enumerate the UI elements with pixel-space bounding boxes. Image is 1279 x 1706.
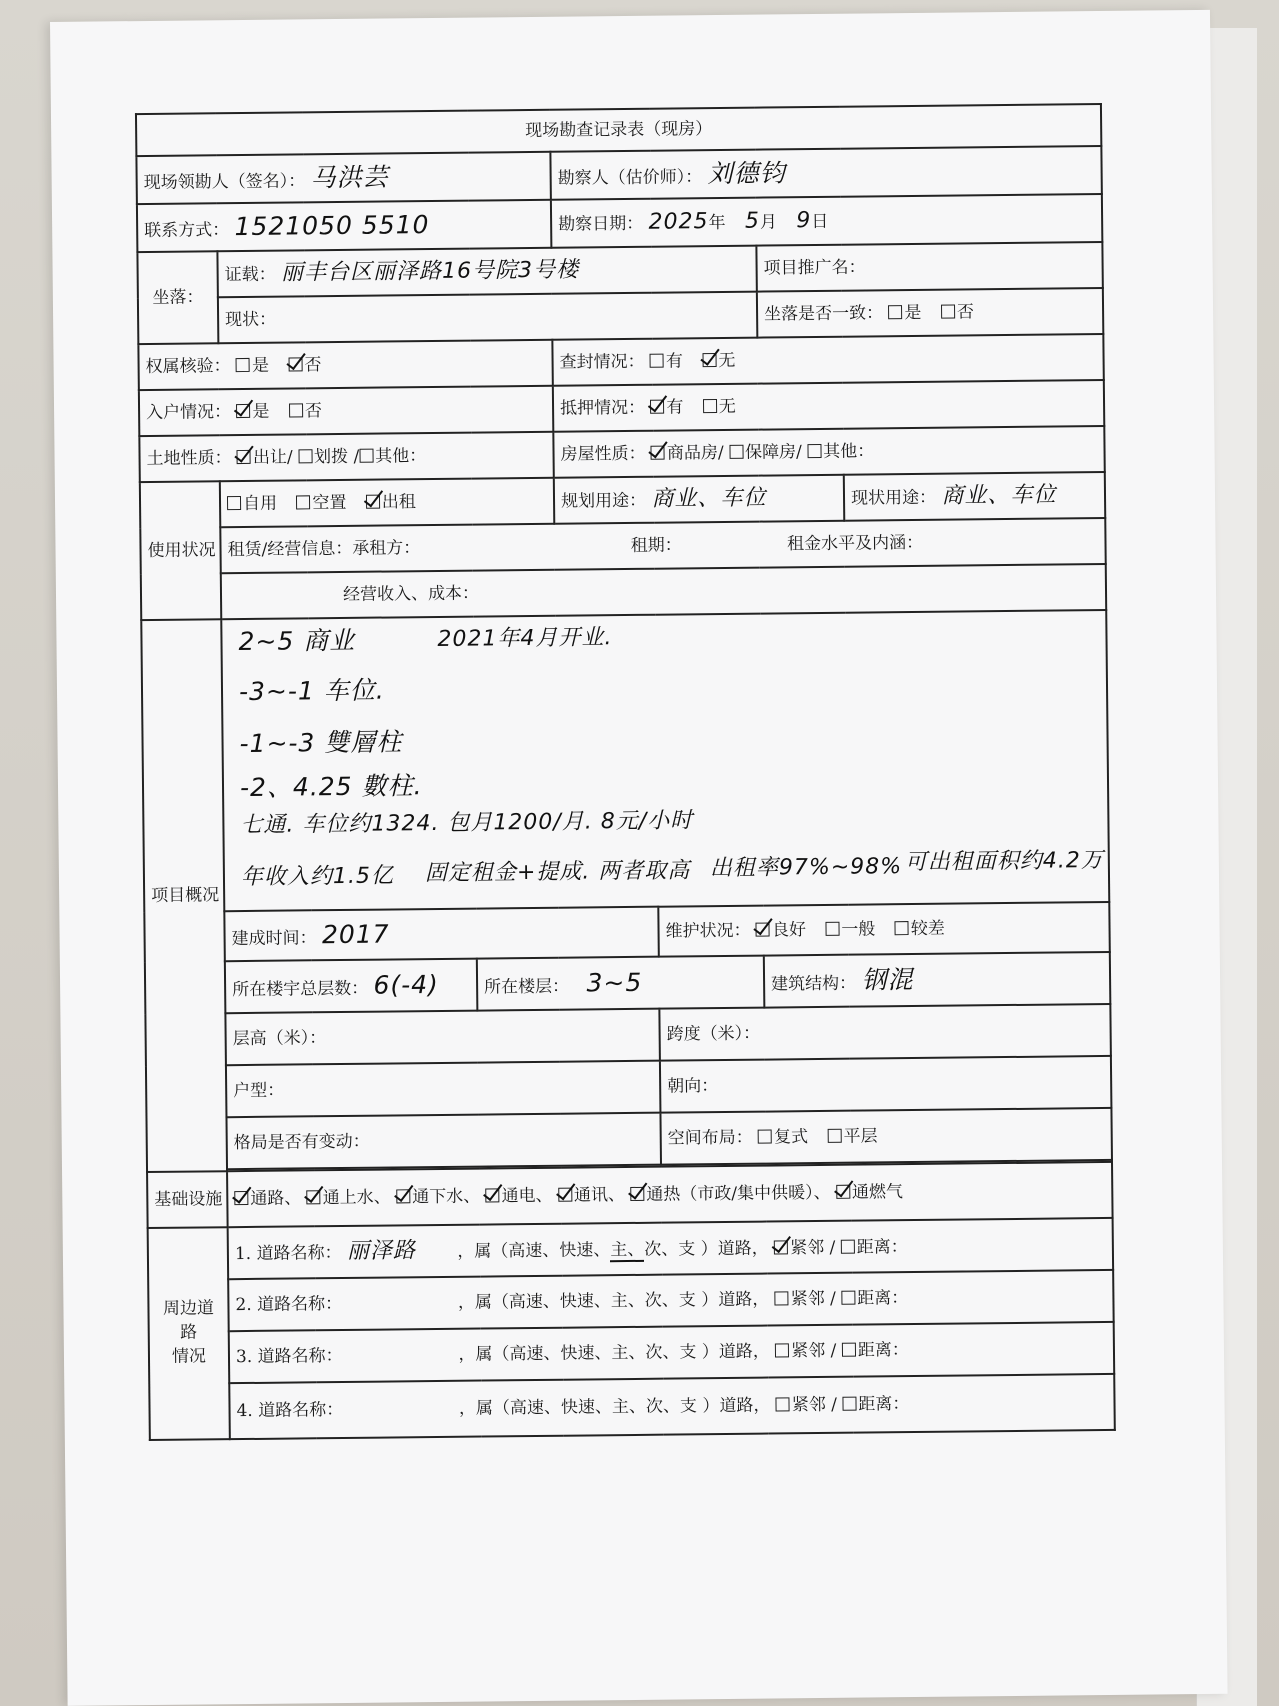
ownership-yes-label: 是: [251, 355, 270, 376]
road-attr-rest: 次、支 ）道路，: [644, 1238, 769, 1260]
land-other-checkbox[interactable]: [359, 449, 373, 463]
infra-water-supply-checkbox[interactable]: [307, 1190, 321, 1204]
road-number: 2: [235, 1294, 247, 1316]
mortgage-label: 抵押情况：: [559, 397, 646, 419]
consistent-no-label: 否: [956, 302, 975, 323]
road-main-option: 主、: [610, 1239, 645, 1260]
contact-label: 联系方式：: [144, 219, 230, 241]
usage-self-checkbox[interactable]: [227, 496, 241, 510]
mortgage-yes-label: 有: [666, 397, 684, 418]
structure-cell[interactable]: [764, 952, 1111, 1008]
unit-type-cell[interactable]: [226, 1061, 661, 1118]
total-floors-cell[interactable]: [225, 959, 478, 1014]
house-affordable-label: 保障房/: [744, 442, 802, 463]
date-year-unit: 年: [708, 212, 726, 233]
seal-no-label: 无: [718, 350, 736, 371]
road-attr-rest: 次、支 ）道路，: [645, 1395, 771, 1417]
note-line: -2、4.25 數柱.: [239, 771, 423, 803]
seal-yes-checkbox[interactable]: [650, 354, 664, 368]
road-distance-label: 距离：: [857, 1340, 909, 1361]
maint-poor-checkbox[interactable]: [895, 921, 909, 935]
road-adjacent-label: 紧邻: [790, 1237, 825, 1259]
entry-label: 入户情况：: [145, 402, 232, 423]
infra-heating-checkbox[interactable]: [630, 1187, 644, 1201]
cert-label: 证载：: [224, 264, 276, 285]
change-label: 格局是否有变动：: [233, 1131, 370, 1154]
span-cell[interactable]: [659, 1004, 1111, 1061]
road-slash: /: [829, 1237, 836, 1258]
date-day-unit: 日: [811, 211, 829, 232]
usage-rent-checkbox[interactable]: [366, 495, 380, 509]
plan-label: 规划用途：: [560, 490, 647, 512]
usage-self-label: 自用: [242, 493, 278, 514]
road-slash: /: [829, 1288, 836, 1309]
mortgage-no-label: 无: [718, 396, 736, 417]
usage-rent-label: 出租: [381, 492, 416, 513]
road-adjacent-checkbox[interactable]: [775, 1343, 789, 1357]
floor-value: 3~5: [586, 967, 643, 998]
road-number: 3: [235, 1346, 247, 1368]
roads-label-line2: 情况: [171, 1346, 207, 1367]
current-label: 现状：: [225, 309, 277, 331]
date-year: 2025: [648, 208, 709, 235]
layout-change-cell[interactable]: [226, 1113, 661, 1170]
maint-good-checkbox[interactable]: [756, 922, 770, 936]
ownership-label: 权属核验：: [145, 356, 231, 377]
infra-label: 基础设施: [147, 1171, 228, 1228]
house-other-checkbox[interactable]: [807, 444, 821, 458]
cert-value: 丽丰台区丽泽路16号院3号楼: [280, 257, 580, 286]
mortgage-yes-checkbox[interactable]: [650, 400, 664, 414]
road-attr-text: ，属（高速、快速、: [458, 1397, 613, 1419]
contact-value: 1521050 5510: [234, 209, 430, 241]
layout-label: 空间布局：: [667, 1127, 753, 1149]
road-adjacent-checkbox[interactable]: [774, 1240, 788, 1254]
struct-value: 钢混: [861, 964, 914, 995]
form-sheet: [50, 10, 1228, 1706]
seal-yes-label: 有: [665, 351, 684, 372]
infra-water-supply-label: 通上水、: [322, 1187, 391, 1209]
road-adjacent-label: 紧邻: [791, 1394, 826, 1416]
house-other-label: 其他：: [823, 441, 875, 462]
road-attr-rest: 次、支 ）道路，: [644, 1289, 770, 1311]
house-commercial-label: 商品房/: [666, 442, 724, 464]
leader-cell[interactable]: [136, 152, 550, 204]
consistent-yes-checkbox[interactable]: [888, 305, 902, 319]
house-nature-cell[interactable]: [553, 426, 1104, 478]
ownership-no-label: 否: [304, 355, 322, 376]
seal-no-checkbox[interactable]: [702, 353, 716, 367]
location-label: 坐落：: [137, 251, 218, 344]
usage-vacant-checkbox[interactable]: [296, 495, 310, 509]
road-name-label: . 道路名称：: [247, 1399, 344, 1421]
maint-normal-label: 一般: [841, 919, 876, 940]
duplex-checkbox[interactable]: [758, 1129, 772, 1143]
height-label: 层高（米）：: [232, 1028, 327, 1050]
land-other-label: 其他：: [375, 446, 427, 467]
lease-label: 租赁/经营信息：承租方：: [227, 538, 421, 561]
date-month: 5: [744, 208, 761, 234]
house-label: 房屋性质：: [560, 443, 646, 465]
contact-cell[interactable]: [137, 200, 551, 252]
road-slash: /: [831, 1394, 838, 1415]
date-day: 9: [796, 207, 812, 233]
infra-cell[interactable]: [227, 1162, 1113, 1227]
term-label: 租期：: [630, 535, 682, 556]
infra-heating-label: 通热（市政/集中供暖）、: [646, 1182, 831, 1205]
leader-label: 现场领勘人（签名）：: [143, 171, 306, 193]
road-row-4[interactable]: [229, 1374, 1115, 1439]
mortgage-no-checkbox[interactable]: [703, 399, 717, 413]
actual-value: 商业、车位: [941, 482, 1057, 509]
entry-cell[interactable]: [139, 386, 553, 436]
land-allocation-checkbox[interactable]: [298, 449, 312, 463]
road-name-value: [348, 1308, 453, 1309]
infra-telecom-checkbox[interactable]: [558, 1188, 572, 1202]
road-adjacent-checkbox[interactable]: [776, 1397, 790, 1411]
surveyor-label: 勘察人（估价师）：: [557, 166, 703, 189]
date-month-unit: 月: [759, 212, 778, 233]
road-row-1[interactable]: [228, 1218, 1113, 1279]
consistent-yes-label: 是: [904, 302, 922, 324]
road-distance-checkbox[interactable]: [842, 1397, 856, 1411]
promo-label: 项目推广名：: [763, 257, 866, 279]
note-line: 固定租金+提成. 两者取高: [424, 858, 691, 887]
date-label: 勘察日期：: [558, 213, 644, 235]
road-name-value: 丽泽路: [346, 1237, 417, 1264]
overview-notes-cell[interactable]: [221, 610, 1109, 911]
roads-label: [148, 1227, 230, 1440]
infra-road-checkbox[interactable]: [234, 1191, 248, 1205]
handwritten-notes: [222, 611, 1108, 910]
road-distance-label: 距离：: [857, 1288, 909, 1309]
infra-gas-checkbox[interactable]: [836, 1185, 850, 1199]
plan-value: 商业、车位: [651, 485, 767, 512]
road-attr-text: ，属（高速、快速、: [458, 1343, 612, 1365]
road-distance-label: 距离：: [858, 1394, 910, 1415]
road-row-3[interactable]: [229, 1322, 1114, 1383]
road-adjacent-label: 紧邻: [791, 1340, 826, 1362]
road-attr-text: ，属（高速、快速、: [457, 1239, 611, 1262]
road-main-option: 主、: [611, 1342, 646, 1364]
note-line: -3~-1 车位.: [238, 675, 385, 707]
infra-telecom-label: 通讯、: [573, 1184, 626, 1206]
land-transfer-checkbox[interactable]: [237, 450, 251, 464]
road-distance-label: 距离：: [856, 1236, 908, 1258]
road-name-label: . 道路名称：: [246, 1293, 343, 1315]
type-label: 户型：: [233, 1080, 285, 1102]
actual-use-cell[interactable]: [844, 472, 1105, 521]
roads-label-line1: 周边道路: [162, 1298, 215, 1343]
infra-road-label: 通路、: [250, 1188, 302, 1209]
seal-cell[interactable]: [552, 334, 1103, 386]
ownership-cell[interactable]: [138, 340, 552, 390]
usage-label: 使用状况: [140, 481, 221, 620]
form-title: 现场勘查记录表（现房）: [136, 104, 1101, 156]
orientation-cell[interactable]: [660, 1056, 1112, 1113]
surveyor-cell[interactable]: [550, 146, 1101, 200]
date-cell[interactable]: [551, 194, 1102, 248]
built-value: 2017: [321, 919, 390, 949]
infra-drainage-checkbox[interactable]: [396, 1189, 410, 1203]
road-name-value: [349, 1414, 454, 1415]
duplex-label: 复式: [774, 1127, 809, 1148]
consistent-label: 坐落是否一致：: [763, 303, 884, 325]
usage-vacant-label: 空置: [312, 492, 347, 514]
floor-height-cell[interactable]: [225, 1009, 660, 1066]
floor-cell[interactable]: [477, 956, 765, 1011]
note-line: 出租率97%~98%: [709, 854, 903, 882]
flat-label: 平层: [843, 1126, 878, 1147]
ownership-no-checkbox[interactable]: [288, 357, 302, 371]
road-main-option: 主、: [610, 1290, 645, 1312]
land-separator: /: [353, 446, 360, 467]
entry-yes-checkbox[interactable]: [236, 404, 250, 418]
road-distance-checkbox[interactable]: [841, 1291, 855, 1305]
house-affordable-checkbox[interactable]: [729, 445, 743, 459]
built-time-cell[interactable]: [224, 907, 658, 962]
road-name-value: [348, 1360, 453, 1361]
road-attr-rest: 次、支 ）道路，: [645, 1341, 770, 1363]
house-commercial-checkbox[interactable]: [651, 446, 665, 460]
entry-no-checkbox[interactable]: [289, 403, 303, 417]
road-name-label: . 道路名称：: [245, 1242, 342, 1264]
rent-level-label: 租金水平及内涵：: [786, 532, 924, 555]
road-slash: /: [830, 1340, 837, 1361]
road-attr-text: ，属（高速、快速、: [457, 1291, 611, 1313]
planned-use-cell[interactable]: [554, 475, 844, 524]
maint-good-label: 良好: [771, 920, 807, 941]
consistent-no-checkbox[interactable]: [941, 304, 955, 318]
infra-gas-label: 通燃气: [851, 1182, 904, 1203]
note-line: 可出租面积约4.2万: [904, 848, 1104, 876]
ownership-yes-checkbox[interactable]: [236, 358, 250, 372]
current-location-cell[interactable]: [218, 292, 757, 344]
maint-poor-label: 较差: [910, 918, 945, 939]
infra-power-label: 通电、: [501, 1185, 553, 1207]
survey-form: [135, 103, 1116, 1441]
note-line: -1~-3 雙層柱: [239, 727, 403, 759]
road-number: 4: [236, 1400, 248, 1422]
entry-yes-label: 是: [252, 401, 270, 422]
land-label: 土地性质：: [146, 448, 232, 469]
maint-label: 维护状况：: [665, 920, 751, 942]
note-line: 七通. 车位约1324. 包月1200/月. 8元/小时: [240, 808, 694, 839]
cert-cell[interactable]: [217, 246, 756, 298]
promo-name-cell[interactable]: [756, 242, 1102, 292]
land-allocation-label: 划拨: [314, 446, 349, 468]
leader-signature: 马洪芸: [310, 162, 389, 193]
land-nature-cell[interactable]: [139, 432, 553, 482]
road-distance-checkbox[interactable]: [842, 1343, 856, 1357]
road-row-2[interactable]: [228, 1270, 1113, 1331]
road-distance-checkbox[interactable]: [841, 1239, 855, 1253]
orient-label: 朝向：: [667, 1076, 719, 1097]
note-line: 2021年4月开业.: [437, 625, 613, 652]
flat-checkbox[interactable]: [827, 1129, 841, 1143]
surveyor-signature: 刘德钧: [707, 158, 786, 188]
maint-normal-checkbox[interactable]: [825, 922, 839, 936]
income-label: 经营收入、成本：: [342, 583, 480, 605]
infra-drainage-label: 通下水、: [412, 1186, 481, 1208]
road-adjacent-label: 紧邻: [790, 1288, 825, 1310]
road-name-label: . 道路名称：: [246, 1345, 343, 1367]
road-number: 1: [234, 1243, 246, 1264]
actual-label: 现状用途：: [850, 487, 937, 509]
overview-label: 项目概况: [141, 619, 227, 1172]
infra-power-checkbox[interactable]: [485, 1188, 499, 1202]
floors-label: 所在楼宇总层数：: [232, 978, 369, 1000]
road-adjacent-checkbox[interactable]: [775, 1291, 789, 1305]
land-transfer-label: 出让/: [252, 447, 293, 468]
built-label: 建成时间：: [231, 928, 317, 949]
entry-no-label: 否: [304, 401, 323, 422]
usage-status-cell[interactable]: [220, 478, 554, 527]
road-main-option: 主、: [611, 1396, 647, 1418]
seal-label: 查封情况：: [559, 351, 645, 373]
floor-label: 所在楼层：: [484, 976, 570, 998]
maintenance-cell[interactable]: [658, 902, 1109, 957]
note-line: 2~5 商业: [238, 625, 356, 657]
mortgage-cell[interactable]: [553, 380, 1104, 432]
floors-value: 6(-4): [373, 969, 439, 1000]
struct-label: 建筑结构：: [771, 973, 857, 995]
space-layout-cell[interactable]: [660, 1108, 1112, 1165]
span-label: 跨度（米）：: [666, 1023, 761, 1045]
location-consistent-cell[interactable]: [757, 288, 1103, 338]
note-line: 年收入约1.5亿: [240, 863, 395, 891]
